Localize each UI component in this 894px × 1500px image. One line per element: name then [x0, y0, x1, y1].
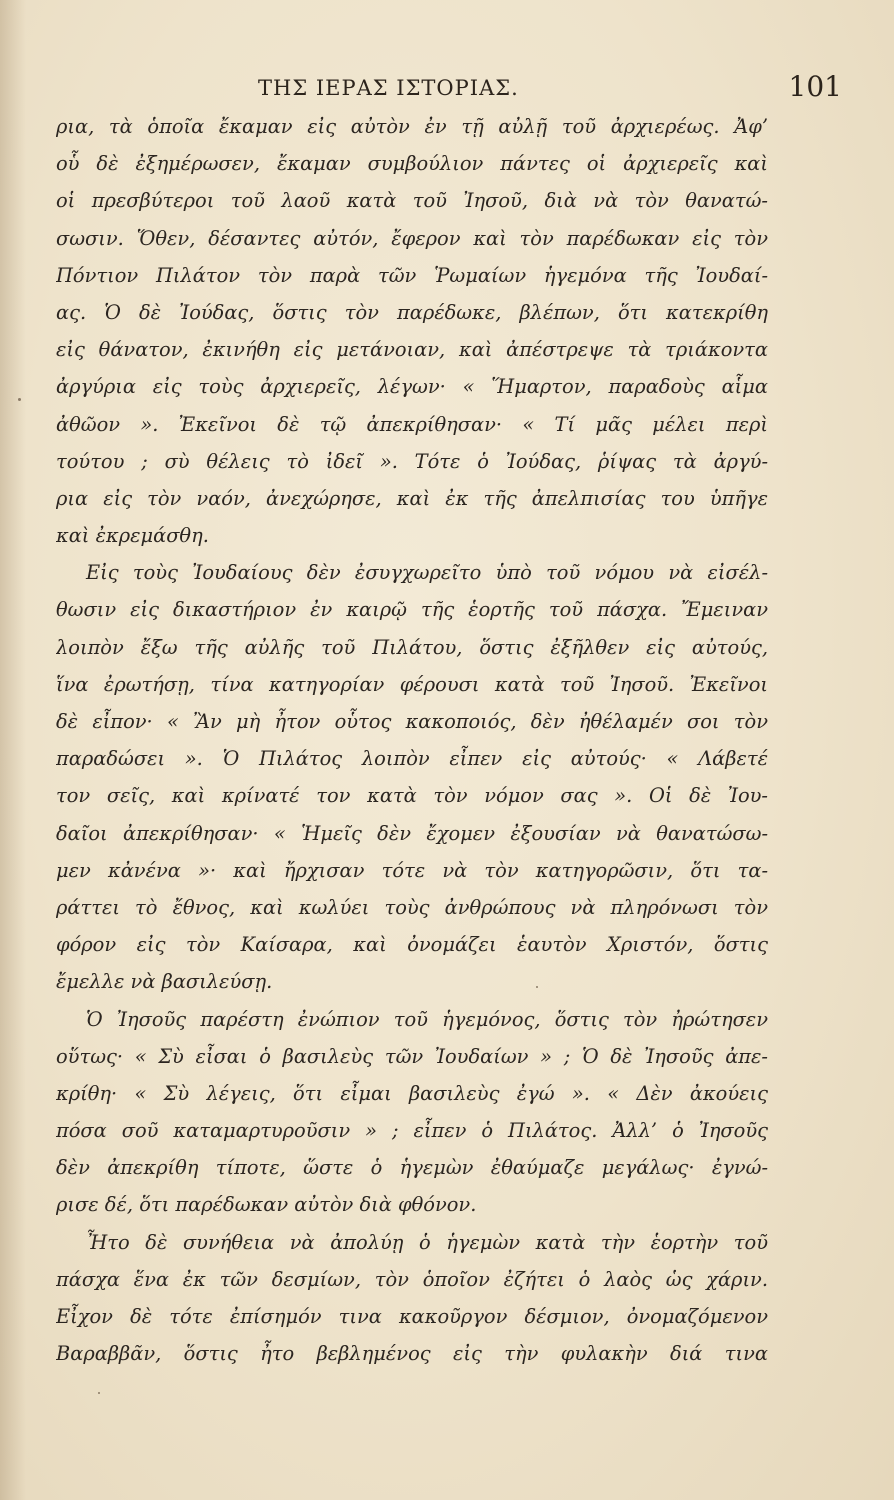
text-line: Βαραββᾶν, ὅστις ἦτο βεβλημένος εἰς τὴν φυλακὴν διά τινα — [56, 1342, 768, 1366]
text-line: ἵνα ἐρωτήσῃ, τίνα κατηγορίαν φέρουσι κατὰ τοῦ Ἰησοῦ. Ἐκεῖνοι — [56, 672, 768, 696]
body-text — [56, 108, 768, 1372]
page-number: 101 — [788, 70, 842, 103]
text-line: δὲ εἶπον· « Ἂν μὴ ἦτον οὗτος κακοποιός, δὲν ἠθέλαμέν σοι τὸν — [56, 710, 768, 733]
text-line: πάσχα ἕνα ἐκ τῶν δεσμίων, τὸν ὁποῖον ἐζήτει ὁ λαὸς ὡς χάριν. — [56, 1267, 768, 1291]
text-line: λοιπὸν ἔξω τῆς αὐλῆς τοῦ Πιλάτου, ὅστις ἐξῆλθεν εἰς αὐτούς, — [56, 635, 768, 659]
text-line: εἰς θάνατον, ἐκινήθη εἰς μετάνοιαν, καὶ ἀπέστρεψε τὰ τριάκοντα — [56, 338, 768, 362]
text-line: οὗ δὲ ἐξημέρωσεν, ἔκαμαν συμβούλιον πάντες οἱ ἀρχιερεῖς καὶ — [56, 152, 768, 176]
text-line: ἀργύρια εἰς τοὺς ἀρχιερεῖς, λέγων· « Ἥμαρτον, παραδοὺς αἷμα — [56, 375, 768, 399]
text-line: τούτου ; σὺ θέλεις τὸ ἰδεῖ ». Τότε ὁ Ἰούδας, ῥίψας τὰ ἀργύ- — [56, 449, 768, 473]
text-line: καὶ ἐκρεμάσθη. — [56, 524, 209, 548]
text-line: ρισε δέ, ὅτι παρέδωκαν αὐτὸν διὰ φθόνον. — [56, 1193, 477, 1217]
text-line: παραδώσει ». Ὁ Πιλάτος λοιπὸν εἶπεν εἰς αὐτούς· « Λάβετέ — [56, 747, 768, 771]
text-line: Ὁ Ἰησοῦς παρέστη ἐνώπιον τοῦ ἡγεμόνος, ὅστις τὸν ἠρώτησεν — [86, 1007, 768, 1031]
text-line: Ἦτο δὲ συνήθεια νὰ ἀπολύῃ ὁ ἡγεμὼν κατὰ τὴν ἑορτὴν τοῦ — [86, 1230, 768, 1254]
text-line: ράττει τὸ ἔθνος, καὶ κωλύει τοὺς ἀνθρώπους νὰ πληρόνωσι τὸν — [56, 895, 768, 919]
paper-speck — [536, 986, 538, 988]
text-line: ἀθῶον ». Ἐκεῖνοι δὲ τῷ ἀπεκρίθησαν· « Τί μᾶς μέλει περὶ — [56, 412, 768, 436]
text-line: οἱ πρεσβύτεροι τοῦ λαοῦ κατὰ τοῦ Ἰησοῦ, διὰ νὰ τὸν θανατώ- — [56, 189, 768, 213]
text-line: φόρον εἰς τὸν Καίσαρα, καὶ ὀνομάζει ἑαυτὸν Χριστόν, ὅστις — [56, 933, 768, 957]
text-line: Εἶχον δὲ τότε ἐπίσημόν τινα κακοῦργον δέσμιον, ὀνομαζόμενον — [56, 1305, 768, 1328]
text-line: ρια εἰς τὸν ναόν, ἀνεχώρησε, καὶ ἐκ τῆς ἀπελπισίας του ὑπῆγε — [56, 486, 768, 510]
paper-speck — [18, 398, 21, 401]
running-title: ΤΗΣ ΙΕΡΑΣ ΙΣΤΟΡΙΑΣ. — [258, 76, 519, 100]
text-line: οὕτως· « Σὺ εἶσαι ὁ βασιλεὺς τῶν Ἰουδαίων » ; Ὁ δὲ Ἰησοῦς ἀπε- — [56, 1044, 768, 1068]
text-line: Εἰς τοὺς Ἰουδαίους δὲν ἐσυγχωρεῖτο ὑπὸ τοῦ νόμου νὰ εἰσέλ- — [86, 561, 768, 585]
text-line: ας. Ὁ δὲ Ἰούδας, ὅστις τὸν παρέδωκε, βλέπων, ὅτι κατεκρίθη — [56, 300, 768, 324]
text-line: δαῖοι ἀπεκρίθησαν· « Ἡμεῖς δὲν ἔχομεν ἐξουσίαν νὰ θανατώσω- — [56, 821, 768, 845]
text-line: ρια, τὰ ὁποῖα ἔκαμαν εἰς αὐτὸν ἐν τῇ αὐλῇ τοῦ ἀρχιερέως. Ἀφ’ — [56, 115, 768, 138]
page-header — [50, 68, 846, 108]
text-line: θωσιν εἰς δικαστήριον ἐν καιρῷ τῆς ἑορτῆς τοῦ πάσχα. Ἔμειναν — [56, 598, 768, 622]
binding-gutter-shadow — [0, 0, 26, 1500]
text-line: πόσα σοῦ καταμαρτυροῦσιν » ; εἶπεν ὁ Πιλάτος. Ἀλλ’ ὁ Ἰησοῦς — [56, 1119, 768, 1143]
text-line: σωσιν. Ὅθεν, δέσαντες αὐτόν, ἔφερον καὶ τὸν παρέδωκαν εἰς τὸν — [56, 226, 768, 250]
text-line: κρίθη· « Σὺ λέγεις, ὅτι εἶμαι βασιλεὺς ἐγώ ». « Δὲν ἀκούεις — [56, 1081, 768, 1105]
text-line: μεν κἀνένα »· καὶ ἤρχισαν τότε νὰ τὸν κατηγορῶσιν, ὅτι τα- — [56, 858, 768, 882]
text-line: τον σεῖς, καὶ κρίνατέ τον κατὰ τὸν νόμον σας ». Οἱ δὲ Ἰου- — [56, 784, 768, 808]
text-line: δὲν ἀπεκρίθη τίποτε, ὥστε ὁ ἡγεμὼν ἐθαύμαζε μεγάλως· ἐγνώ- — [56, 1156, 768, 1180]
paper-speck — [98, 1392, 100, 1394]
text-line: Πόντιον Πιλάτον τὸν παρὰ τῶν Ῥωμαίων ἡγεμόνα τῆς Ἰουδαί- — [56, 263, 768, 287]
text-line: ἔμελλε νὰ βασιλεύσῃ. — [56, 970, 273, 994]
